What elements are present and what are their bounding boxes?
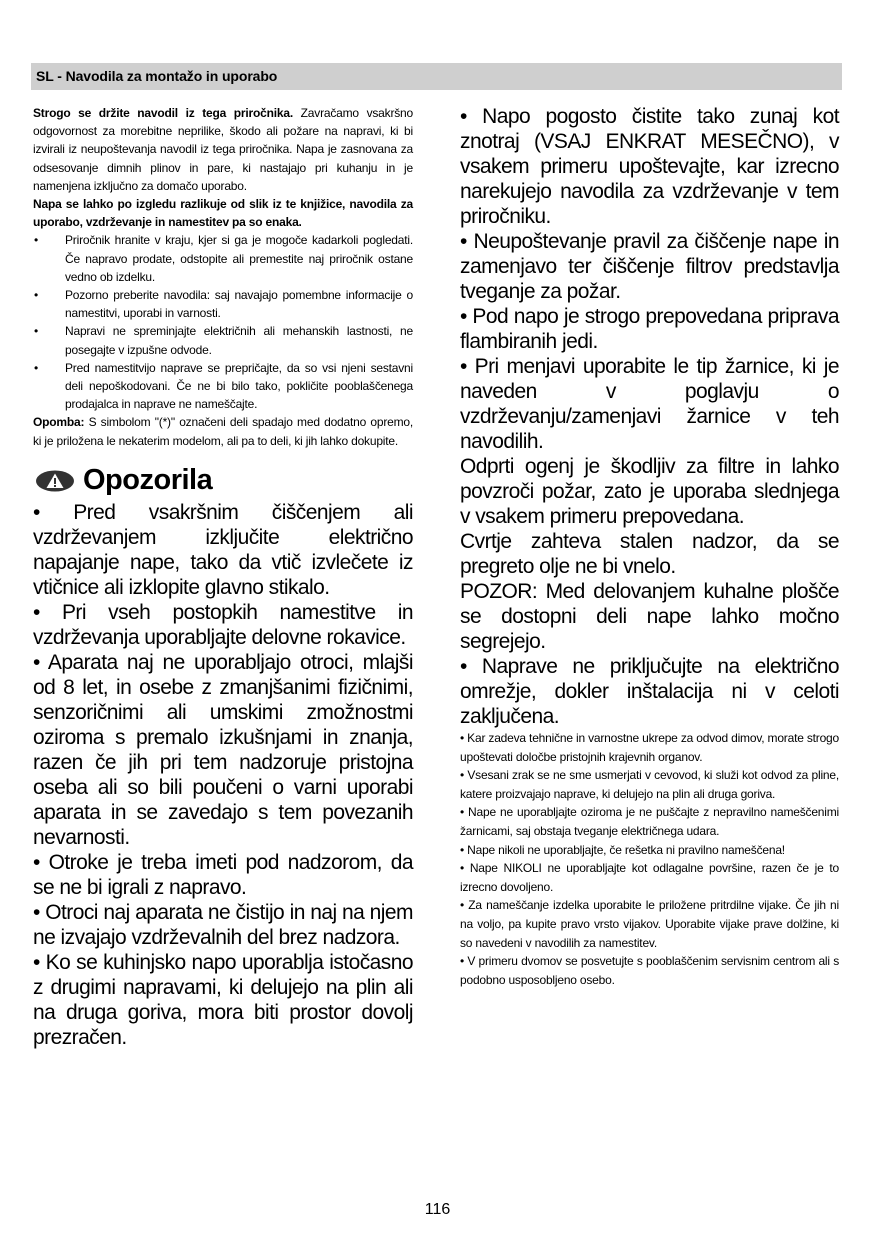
warning-paragraph: • Pod napo je strogo prepovedana priprava flambiranih jedi.	[460, 305, 839, 353]
warnings-heading	[33, 462, 413, 500]
list-item-text: Pred namestitvijo naprave se prepričajte, da so vsi njeni sestavni deli nepoškodovani. Če ne bi bilo tako, pokličite pooblaščenega prodajalca in naprave ne nameščajte.	[65, 360, 413, 412]
warning-paragraph: • Otroci naj aparata ne čistijo in naj na njem ne izvajajo vzdrževalnih del brez nadzora.	[33, 900, 413, 949]
bullet-mark: •	[34, 324, 39, 339]
page-number: 116	[424, 1201, 451, 1218]
warning-paragraph: • Neupoštevanje pravil za čiščenje nape in zamenjavo ter čiščenje filtrov predstavlja tveganje za požar.	[460, 230, 839, 303]
warning-paragraph: • Otroke je treba imeti pod nadzorom, da se ne bi igrali z napravo.	[33, 850, 413, 899]
list-item	[33, 286, 413, 322]
warning-paragraph: Odprti ogenj je škodljiv za filtre in lahko povzroči požar, zato je uporaba slednjega v vsakem primeru prepovedana.	[460, 455, 839, 528]
left-column	[33, 104, 413, 1050]
bullet-mark: •	[34, 288, 39, 303]
warning-paragraph: • Naprave ne priključujte na električno omrežje, dokler inštalacija ni v celoti zaključena.	[460, 655, 839, 728]
section-title: SL - Navodila za montažo in uporabo	[36, 68, 278, 84]
intro-rest: Zavračamo vsakršno odgovornost za morebitne neprilike, škodo ali požare na napravi, ki bi izvirali iz neupoštevanja navodil iz tega priročnika. Napa je zasnovana za odsesovanje dimnih plinov in pare, ki nastajajo pri kuhanju in je namenjena izključno za domačo uporabo.	[33, 106, 413, 193]
warnings-title: Opozorila	[83, 464, 213, 497]
notice-bold: Napa se lahko po izgledu razlikuje od slik iz te knjižice, navodila za uporabo, vzdrževanje in namestitev pa so enaka.	[33, 197, 413, 230]
safety-paragraph: • Nape nikoli ne uporabljajte, če rešetka ni pravilno nameščena!	[460, 842, 785, 857]
note-paragraph	[33, 413, 413, 449]
safety-paragraph: • Za nameščanje izdelka uporabite le priložene pritrdilne vijake. Če jih ni na voljo, pa kupite pravo vrsto vijakov. Uporabite vijake prave dolžine, ki so navedeni v navodilih za namestitev.	[460, 898, 839, 950]
warning-paragraph: Cvrtje zahteva stalen nadzor, da se pregreto olje ne bi vnelo.	[460, 530, 839, 578]
list-item	[33, 322, 413, 358]
bullet-mark: •	[34, 360, 39, 375]
list-item	[33, 231, 413, 286]
warning-paragraph: • Pri menjavi uporabite le tip žarnice, ki je naveden v poglavju o vzdrževanju/zamenjavi žarnice v teh navodilih.	[460, 355, 839, 453]
list-item-text: Napravi ne spreminjajte električnih ali mehanskih lastnosti, ne posegajte v izpušne odvode.	[65, 324, 413, 357]
list-item-text: Priročnik hranite v kraju, kjer si ga je mogoče kadarkoli pogledati. Če napravo prodate, odstopite ali premestite naj priročnik ostane vedno ob izdelku.	[65, 233, 413, 284]
warning-paragraph: • Pred vsakršnim čiščenjem ali vzdrževanjem izključite električno napajanje nape, tako da vtič izvlečete iz vtičnice ali izklopite glavno stikalo.	[33, 500, 413, 599]
safety-paragraph: • Nape NIKOLI ne uporabljajte kot odlagalne površine, razen če je to izrecno dovoljeno.	[460, 861, 839, 894]
warning-paragraph: POZOR: Med delovanjem kuhalne plošče se dostopni deli nape lahko močno segrejejo.	[460, 580, 839, 653]
safety-paragraph: • Kar zadeva tehnične in varnostne ukrepe za odvod dimov, morate strogo upoštevati določbe pristojnih krajevnih organov.	[460, 731, 839, 764]
warning-paragraph: • Ko se kuhinjsko napo uporablja istočasno z drugimi napravami, ki delujejo na plin ali na druga goriva, mora biti prostor dovolj prezračen.	[33, 950, 413, 1049]
warning-paragraph: • Aparata naj ne uporabljajo otroci, mlajši od 8 let, in osebe z zmanjšanimi fizičnimi, senzoričnimi ali umskimi zmožnostmi oziroma s premalo izkušnjami in znanja, razen če jih pri tem nadzoruje pristojna oseba ali so bili poučeni o varni uporabi aparata in se zavedajo s tem povezanih nevarnosti.	[33, 650, 413, 849]
intro-bold: Strogo se držite navodil iz tega priročnika.	[33, 106, 293, 120]
section-header-bar	[31, 63, 842, 90]
warning-paragraph: • Napo pogosto čistite tako zunaj kot znotraj (VSAJ ENKRAT MESEČNO), v vsakem primeru upoštevajte, kar izrecno narekujejo navodila za vzdrževanje v tem priročniku.	[460, 105, 839, 228]
warning-paragraph: • Pri vseh postopkih namestitve in vzdrževanja uporabljajte delovne rokavice.	[33, 600, 413, 649]
list-item	[33, 359, 413, 414]
right-column	[460, 104, 839, 989]
list-item-text: Pozorno preberite navodila: saj navajajo pomembne informacije o namestitvi, uporabi in varnosti.	[65, 288, 413, 321]
safety-paragraph: • V primeru dvomov se posvetujte s pooblaščenim servisnim centrom ali s podobno usposobljeno osebo.	[460, 954, 839, 987]
note-label: Opomba:	[33, 415, 85, 430]
warning-icon	[35, 470, 75, 492]
note-text: S simbolom "(*)" označeni deli spadajo med dodatno opremo, ki je priložena le nekaterim modelom, ali pa to deli, ki jih lahko dokupite.	[33, 415, 413, 448]
safety-paragraph: • Vsesani zrak se ne sme usmerjati v cevovod, ki služi kot odvod za pline, katere proizvajajo naprave, ki delujejo na plin ali druga goriva.	[460, 768, 839, 801]
notice-paragraph	[33, 195, 413, 231]
safety-paragraph: • Nape ne uporabljajte oziroma je ne puščajte z nepravilno nameščenimi žarnicami, saj obstaja tveganje električnega udara.	[460, 805, 839, 838]
intro-paragraph	[33, 104, 413, 195]
bullet-mark: •	[34, 233, 39, 248]
